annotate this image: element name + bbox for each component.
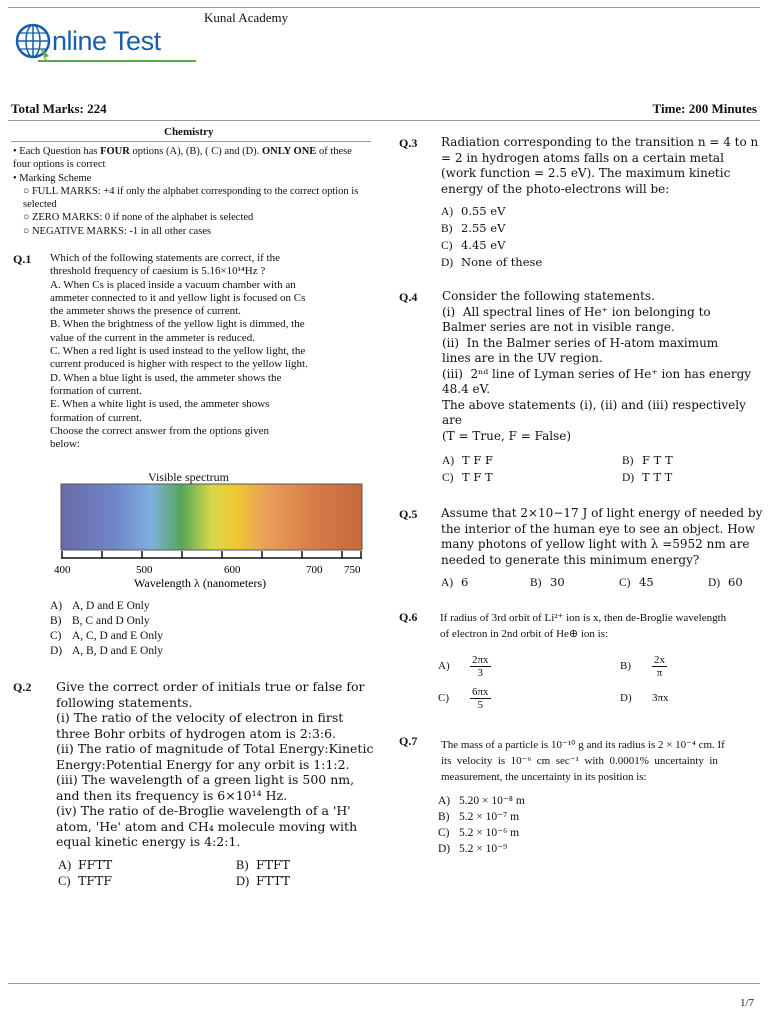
- time-limit: Time: 200 Minutes: [652, 101, 757, 116]
- q7-line: its velocity is 10⁻⁶ cm sec⁻¹ with 0.0001% uncertainty in: [441, 755, 718, 767]
- page-number: 1/7: [739, 997, 754, 1009]
- header-rule: [8, 120, 760, 121]
- q4-options: [442, 452, 752, 486]
- q4-line: are: [442, 413, 462, 427]
- q4-option-a[interactable]: A) T F F: [442, 453, 493, 467]
- q2-line: and then its frequency is 6×10¹⁴ Hz.: [56, 787, 288, 803]
- subject-rule: [11, 141, 371, 142]
- q1-line: value of the current in the ammeter is reduced.: [50, 331, 255, 344]
- q1-line: Which of the following statements are correct, if the: [50, 252, 280, 264]
- q5-number: Q.5: [399, 507, 418, 521]
- q2-line: atom, 'He' atom and CH₄ molecule moving with: [56, 818, 358, 834]
- q1-text: [50, 252, 375, 451]
- q6-b-fraction: $\frac{2x}{\pi}$: [654, 654, 665, 679]
- q4-line: (ii) In the Balmer series of H-atom maximum: [442, 335, 719, 350]
- academy-name: Kunal Academy: [204, 10, 289, 25]
- q3-line: = 2 in hydrogen atoms falls on a certain metal: [441, 150, 724, 165]
- q6-option-c[interactable]: C) $\frac{6\pi x}{5}$: [438, 686, 489, 711]
- spectrum-title: Visible spectrum: [148, 470, 229, 484]
- tick-750: 750: [344, 564, 361, 576]
- q4-line: Consider the following statements.: [442, 289, 655, 303]
- q1-line: the ammeter shows the presence of current.: [50, 305, 241, 318]
- q1-option-a[interactable]: A) A, D and E Only: [50, 600, 150, 612]
- instruction-options: • Each Question has FOUR options (A), (B), ( C) and (D). ONLY ONE of these four options is correct: [13, 146, 352, 171]
- q4-option-b[interactable]: B) F T T: [622, 453, 673, 467]
- spectrum-xlabel: Wavelength λ (nanometers): [134, 576, 267, 590]
- tick-700: 700: [306, 564, 323, 576]
- q4-option-c[interactable]: C) T F T: [442, 470, 493, 484]
- q5-line: Assume that 2×10−17 J of light energy of needed by: [441, 506, 763, 520]
- q1-line: C. When a red light is used instead to the yellow light, the: [50, 345, 306, 358]
- q2-line: (ii) The ratio of magnitude of Total Energy:Kinetic: [56, 741, 374, 756]
- q6-option-a[interactable]: A) $\frac{2\pi x}{3}$: [438, 654, 489, 679]
- q5-line: needed to generate this minimum energy?: [441, 552, 700, 567]
- q6-c-fraction: $\frac{6\pi x}{5}$: [472, 686, 489, 711]
- q4-line: (i) All spectral lines of He⁺ ion belonging to: [442, 304, 711, 319]
- q4-line: 48.4 eV.: [442, 382, 491, 396]
- q7-option-a[interactable]: A) 5.20 × 10⁻⁸ m: [438, 795, 525, 807]
- q1-options: [50, 599, 163, 659]
- tick-400: 400: [54, 564, 71, 576]
- tick-500: 500: [136, 564, 153, 576]
- tick-600: 600: [224, 564, 241, 576]
- q1-option-d[interactable]: D) A, B, D and E Only: [50, 645, 164, 657]
- q4-line: (iii) 2ⁿᵈ line of Lyman series of He⁺ ion has energy: [442, 366, 752, 381]
- q2-line: three Bohr orbits of hydrogen atom is 2:3:6.: [56, 725, 337, 741]
- q7-option-b[interactable]: B) 5.2 × 10⁻⁷ m: [438, 811, 520, 823]
- q3-option-a[interactable]: A) 0.55 eV: [441, 204, 506, 218]
- q6-option-d[interactable]: D) 3πx: [620, 692, 669, 705]
- q7-line: The mass of a particle is 10⁻¹⁰ g and its radius is 2 × 10⁻⁴ cm. If: [441, 739, 725, 751]
- q2-line: (iii) The wavelength of a green light is 500 nm,: [56, 772, 355, 787]
- online-test-logo: [14, 20, 194, 64]
- q1-line: below:: [50, 438, 80, 451]
- q1-line: formation of current.: [50, 411, 142, 424]
- q6-a-fraction: $\frac{2\pi x}{3}$: [472, 654, 489, 679]
- q5-option-b[interactable]: B) 30: [530, 575, 565, 589]
- q5-option-a[interactable]: A) 6: [441, 575, 469, 589]
- q3-option-c[interactable]: C) 4.45 eV: [441, 238, 506, 252]
- q5-option-d[interactable]: D) 60: [708, 575, 743, 589]
- instruction-zero: ○ ZERO MARKS: 0 if none of the alphabet is selected: [23, 212, 254, 224]
- q5-line: the interior of the human eye to see an object. How: [441, 521, 756, 536]
- q1-line: A. When Cs is placed inside a vacuum chamber with an: [50, 278, 296, 291]
- q4-line: The above statements (i), (ii) and (iii) respectively: [442, 397, 746, 412]
- logo-text: nline Test: [52, 26, 161, 56]
- q2-option-b[interactable]: B) FTFT: [236, 857, 291, 872]
- q5-line: many photons of yellow light with λ =5952 nm are: [441, 537, 750, 551]
- instruction-marking: • Marking Scheme: [13, 172, 92, 184]
- q2-line: following statements.: [56, 694, 193, 710]
- q4-line: (T = True, F = False): [442, 428, 572, 443]
- q6-line: If radius of 3rd orbit of Li²⁺ ion is x, then de-Broglie wavelength: [440, 612, 727, 624]
- q2-line: Energy:Potential Energy for any orbit is 1:1:2.: [56, 756, 350, 772]
- q6-text: [440, 610, 760, 642]
- q1-line: threshold frequency of caesium is 5.16×10¹⁴Hz ?: [50, 265, 266, 278]
- q7-number: Q.7: [399, 734, 418, 748]
- total-marks: Total Marks: 224: [11, 101, 107, 116]
- q1-line: Choose the correct answer from the options given: [50, 424, 270, 437]
- q7-line: measurement, the uncertainty in its position is:: [441, 771, 647, 783]
- q3-line: (work function = 2.5 eV). The maximum kinetic: [441, 166, 731, 180]
- q3-number: Q.3: [399, 136, 418, 150]
- q4-number: Q.4: [399, 290, 418, 304]
- q2-number: Q.2: [13, 680, 32, 694]
- q2-line: (i) The ratio of the velocity of electron in first: [56, 710, 344, 725]
- q3-line: energy of the photo-electrons will be:: [441, 181, 670, 196]
- q4-text: [442, 289, 762, 444]
- q6-line: of electron in 2nd orbit of He⊕ ion is:: [440, 628, 609, 640]
- q3-text: [441, 135, 761, 197]
- top-rule: [8, 7, 760, 8]
- q3-option-b[interactable]: B) 2.55 eV: [441, 221, 506, 235]
- q2-line: Give the correct order of initials true or false for: [56, 679, 365, 694]
- q7-option-c[interactable]: C) 5.2 × 10⁻⁶ m: [438, 827, 520, 839]
- q2-option-d[interactable]: D) FTTT: [236, 873, 291, 888]
- q2-options: [58, 857, 368, 889]
- q2-line: (iv) The ratio of de-Broglie wavelength of a 'H': [56, 803, 351, 818]
- q1-line: current produced is higher with respect to the yellow light.: [50, 358, 308, 371]
- q3-line: Radiation corresponding to the transition n = 4 to n: [441, 135, 759, 149]
- q2-line: equal kinetic energy is 4:2:1.: [56, 834, 241, 849]
- q7-text: [441, 737, 754, 785]
- footer-rule: [8, 983, 760, 984]
- q5-options: [441, 574, 761, 591]
- instruction-negative: ○ NEGATIVE MARKS: -1 in all other cases: [23, 225, 212, 237]
- q2-text: [56, 679, 376, 850]
- q4-line: lines are in the UV region.: [442, 351, 603, 365]
- q7-option-d[interactable]: D) 5.2 × 10⁻⁹: [438, 843, 508, 855]
- q1-line: B. When the brightness of the yellow light is dimmed, the: [50, 318, 305, 331]
- q1-line: ammeter connected to it and yellow light is focused on Cs: [50, 291, 306, 304]
- instruction-full: ○ FULL MARKS: +4 if only the alphabet corresponding to the correct option is selected: [23, 185, 359, 211]
- globe-icon: [14, 22, 52, 60]
- q7-options: [438, 793, 525, 857]
- q1-option-c[interactable]: C) A, C, D and E Only: [50, 630, 164, 642]
- q2-option-c[interactable]: C) TFTF: [58, 873, 113, 888]
- visible-spectrum-figure: [52, 458, 368, 594]
- q1-line: E. When a white light is used, the ammeter shows: [50, 398, 270, 411]
- q5-option-c[interactable]: C) 45: [619, 575, 654, 589]
- q1-line: formation of current.: [50, 384, 142, 397]
- q5-text: [441, 506, 761, 568]
- q3-options: [441, 203, 542, 271]
- q1-option-b[interactable]: B) B, C and D Only: [50, 615, 150, 627]
- subject-title: Chemistry: [164, 126, 214, 138]
- q6-options: [438, 654, 758, 718]
- q1-number: Q.1: [13, 252, 32, 266]
- q2-option-a[interactable]: A) FFTT: [58, 857, 113, 872]
- q6-number: Q.6: [399, 610, 418, 624]
- instructions: [13, 145, 369, 238]
- q4-line: Balmer series are not in visible range.: [442, 320, 675, 334]
- q4-option-d[interactable]: D) T T T: [622, 470, 673, 484]
- q1-line: D. When a blue light is used, the ammeter shows the: [50, 371, 282, 384]
- q3-option-d[interactable]: D) None of these: [441, 255, 543, 269]
- logo-underline: [38, 60, 196, 62]
- q6-option-b[interactable]: B) $\frac{2x}{\pi}$: [620, 654, 665, 679]
